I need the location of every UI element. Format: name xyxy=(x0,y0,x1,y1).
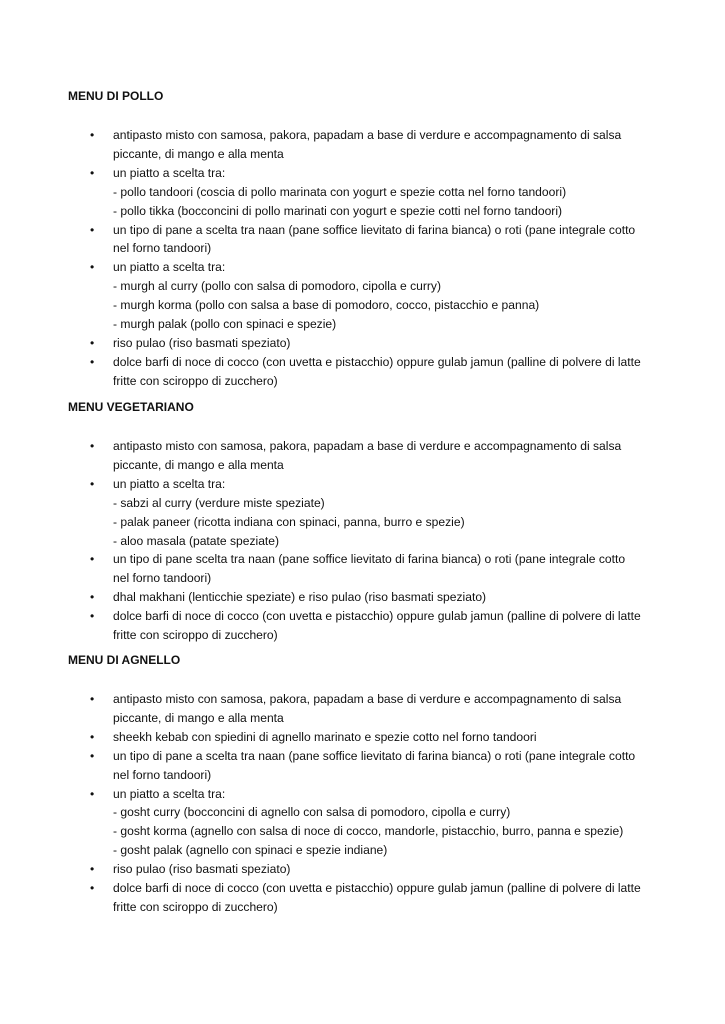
list-item-line: piccante, di mango e alla menta xyxy=(113,710,284,725)
bullet-icon: • xyxy=(90,354,95,369)
list-item-line: fritte con sciroppo di zucchero) xyxy=(113,373,278,388)
list-item-line: un tipo di pane a scelta tra naan (pane soffice lievitato di farina bianca) o roti (pane integrale cotto xyxy=(113,222,636,237)
list-item xyxy=(68,258,668,334)
bullet-icon: • xyxy=(90,128,95,142)
list-item xyxy=(68,860,668,879)
bullet-icon: • xyxy=(90,786,95,801)
list-item-line: nel forno tandoori) xyxy=(113,241,212,256)
list-item-line: piccante, di mango e alla menta xyxy=(113,146,284,161)
list-item xyxy=(68,550,668,588)
bullet-icon: • xyxy=(90,692,95,706)
list-item xyxy=(68,588,668,607)
bullet-icon: • xyxy=(90,748,95,763)
list-item-line: - palak paneer (ricotta indiana con spinaci, panna, burro e spezie) xyxy=(113,514,465,529)
list-item-line: - sabzi al curry (verdure miste speziate) xyxy=(113,495,325,510)
bullet-icon: • xyxy=(90,165,95,180)
list-item xyxy=(68,353,668,391)
menu-item-list xyxy=(68,437,668,645)
section-heading: MENU DI POLLO xyxy=(68,89,164,103)
list-item-line: un tipo di pane a scelta tra naan (pane soffice lievitato di farina bianca) o roti (pane integrale cotto xyxy=(113,748,636,763)
bullet-icon: • xyxy=(90,729,95,744)
list-item-line: nel forno tandoori) xyxy=(113,571,212,586)
list-item xyxy=(68,607,668,645)
list-item-line: fritte con sciroppo di zucchero) xyxy=(113,628,278,643)
bullet-icon: • xyxy=(90,590,95,605)
list-item xyxy=(68,221,668,259)
section-menu-pollo xyxy=(68,87,668,391)
list-item-line: antipasto misto con samosa, pakora, papadam a base di verdure e accompagnamento di salsa xyxy=(113,692,622,706)
list-item-line: - gosht korma (agnello con salsa di noce di cocco, mandorle, pistacchio, burro, panna e spezie) xyxy=(113,824,624,839)
list-item xyxy=(68,879,668,917)
list-item-line: - pollo tandoori (coscia di pollo marinata con yogurt e spezie cotta nel forno tandoori) xyxy=(113,184,567,199)
list-item-line: - aloo masala (patate speziate) xyxy=(113,533,280,548)
menu-item-list xyxy=(68,126,668,391)
list-item xyxy=(68,690,668,728)
list-item-line: - gosht curry (bocconcini di agnello con salsa di pomodoro, cipolla e curry) xyxy=(113,805,511,820)
list-item-line: fritte con sciroppo di zucchero) xyxy=(113,899,278,914)
bullet-icon: • xyxy=(90,862,95,877)
list-item-line: un piatto a scelta tra: xyxy=(113,786,226,801)
list-item-line: dolce barfi di noce di cocco (con uvetta e pistacchio) oppure gulab jamun (palline di polvere di latte xyxy=(113,609,641,624)
section-menu-agnello xyxy=(68,651,668,917)
list-item-line: antipasto misto con samosa, pakora, papadam a base di verdure e accompagnamento di salsa xyxy=(113,128,622,142)
list-item-line: nel forno tandoori) xyxy=(113,767,212,782)
list-item-line: dolce barfi di noce di cocco (con uvetta e pistacchio) oppure gulab jamun (palline di polvere di latte xyxy=(113,354,641,369)
list-item xyxy=(68,785,668,861)
list-item-line: un piatto a scelta tra: xyxy=(113,260,226,275)
list-item-line: - pollo tikka (bocconcini di pollo marinati con yogurt e spezie cotti nel forno tandoori) xyxy=(113,203,563,218)
list-item-line: sheekh kebab con spiedini di agnello marinato e spezie cotto nel forno tandoori xyxy=(113,729,537,744)
list-item-line: dhal makhani (lenticchie speziate) e riso pulao (riso basmati speziato) xyxy=(113,590,487,605)
list-item-line: un piatto a scelta tra: xyxy=(113,476,226,491)
bullet-icon: • xyxy=(90,552,95,567)
bullet-icon: • xyxy=(90,222,95,237)
list-item-line: antipasto misto con samosa, pakora, papadam a base di verdure e accompagnamento di salsa xyxy=(113,439,622,453)
list-item-line: riso pulao (riso basmati speziato) xyxy=(113,862,291,877)
list-item-line: un tipo di pane scelta tra naan (pane soffice lievitato di farina bianca) o roti (pane integrale cotto xyxy=(113,552,626,567)
list-item-line: piccante, di mango e alla menta xyxy=(113,457,284,472)
list-item xyxy=(68,437,668,475)
list-item-line: - murgh al curry (pollo con salsa di pomodoro, cipolla e curry) xyxy=(113,279,442,294)
menu-item-list xyxy=(68,690,668,917)
bullet-icon: • xyxy=(90,881,95,896)
bullet-icon: • xyxy=(90,609,95,624)
list-item-line: - murgh palak (pollo con spinaci e spezie) xyxy=(113,317,337,332)
list-item xyxy=(68,728,668,747)
section-heading: MENU DI AGNELLO xyxy=(68,653,181,667)
list-item xyxy=(68,475,668,551)
list-item xyxy=(68,747,668,785)
list-item-line: - gosht palak (agnello con spinaci e spezie indiane) xyxy=(113,843,388,858)
bullet-icon: • xyxy=(90,439,95,453)
bullet-icon: • xyxy=(90,260,95,275)
bullet-icon: • xyxy=(90,476,95,491)
list-item-line: - murgh korma (pollo con salsa a base di pomodoro, cocco, pistacchio e panna) xyxy=(113,298,540,313)
list-item xyxy=(68,334,668,353)
list-item-line: riso pulao (riso basmati speziato) xyxy=(113,335,291,350)
list-item xyxy=(68,164,668,221)
list-item-line: un piatto a scelta tra: xyxy=(113,165,226,180)
section-menu-vegetariano xyxy=(68,398,668,645)
list-item xyxy=(68,126,668,164)
section-heading: MENU VEGETARIANO xyxy=(68,400,194,414)
list-item-line: dolce barfi di noce di cocco (con uvetta e pistacchio) oppure gulab jamun (palline di polvere di latte xyxy=(113,881,641,896)
bullet-icon: • xyxy=(90,335,95,350)
